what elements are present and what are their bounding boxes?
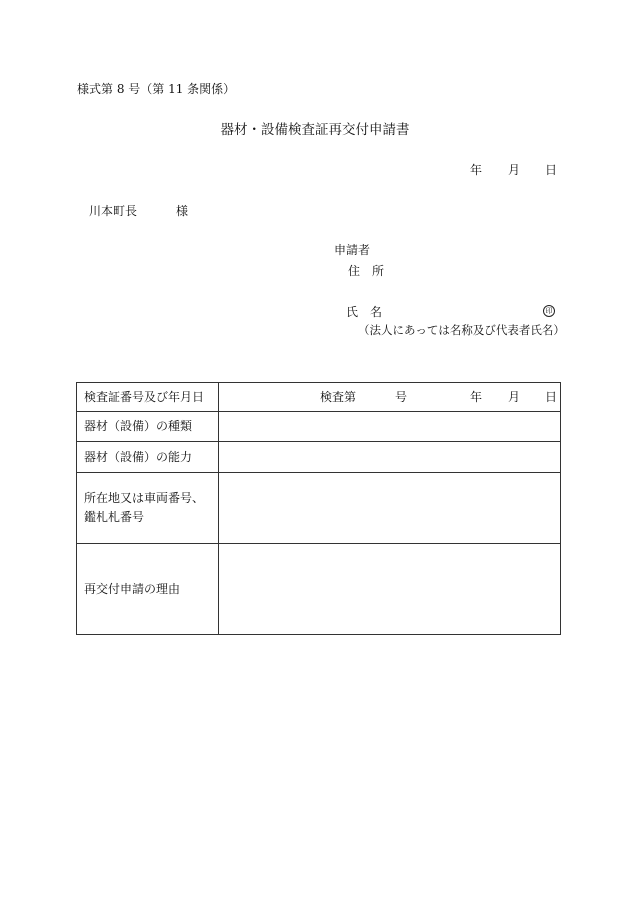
addressee-name: 川本町長 [89, 204, 138, 218]
table-row [77, 383, 561, 412]
cert-year-label: 年 [470, 390, 483, 404]
number-suffix: 号 [395, 390, 408, 404]
location-label-line1: 所在地又は車両番号、 [84, 491, 205, 506]
table-row [77, 544, 561, 635]
table-row [77, 473, 561, 544]
cert-month-label: 月 [508, 390, 521, 404]
equipment-type-field[interactable] [219, 412, 561, 442]
date-year-label: 年 [470, 163, 483, 177]
equipment-capacity-field[interactable] [219, 442, 561, 473]
equipment-type-label: 器材（設備）の種類 [77, 412, 219, 442]
certificate-number-label: 検査証番号及び年月日 [77, 383, 219, 412]
name-label: 氏 名 [346, 305, 383, 319]
certificate-number-field[interactable] [219, 383, 561, 412]
address-label: 住 所 [348, 264, 385, 278]
location-label-line2: 鑑札札番号 [84, 510, 145, 524]
location-label [77, 473, 219, 544]
addressee-honorific: 様 [176, 204, 189, 218]
form-number: 様式第 8 号（第 11 条関係） [77, 82, 236, 96]
location-field[interactable] [219, 473, 561, 544]
table-row [77, 442, 561, 473]
equipment-capacity-label: 器材（設備）の能力 [77, 442, 219, 473]
cert-day-label: 日 [545, 390, 558, 404]
application-table [76, 382, 561, 635]
inspection-prefix: 検査第 [320, 390, 357, 404]
reason-label: 再交付申請の理由 [77, 544, 219, 635]
document-title: 器材・設備検査証再交付申請書 [220, 122, 410, 138]
seal-mark: 印 [543, 305, 555, 317]
date-month-label: 月 [508, 163, 521, 177]
table-row [77, 412, 561, 442]
date-day-label: 日 [545, 163, 558, 177]
reason-field[interactable] [219, 544, 561, 635]
corporation-note: （法人にあっては名称及び代表者氏名） [358, 323, 565, 337]
applicant-label: 申請者 [334, 243, 371, 257]
